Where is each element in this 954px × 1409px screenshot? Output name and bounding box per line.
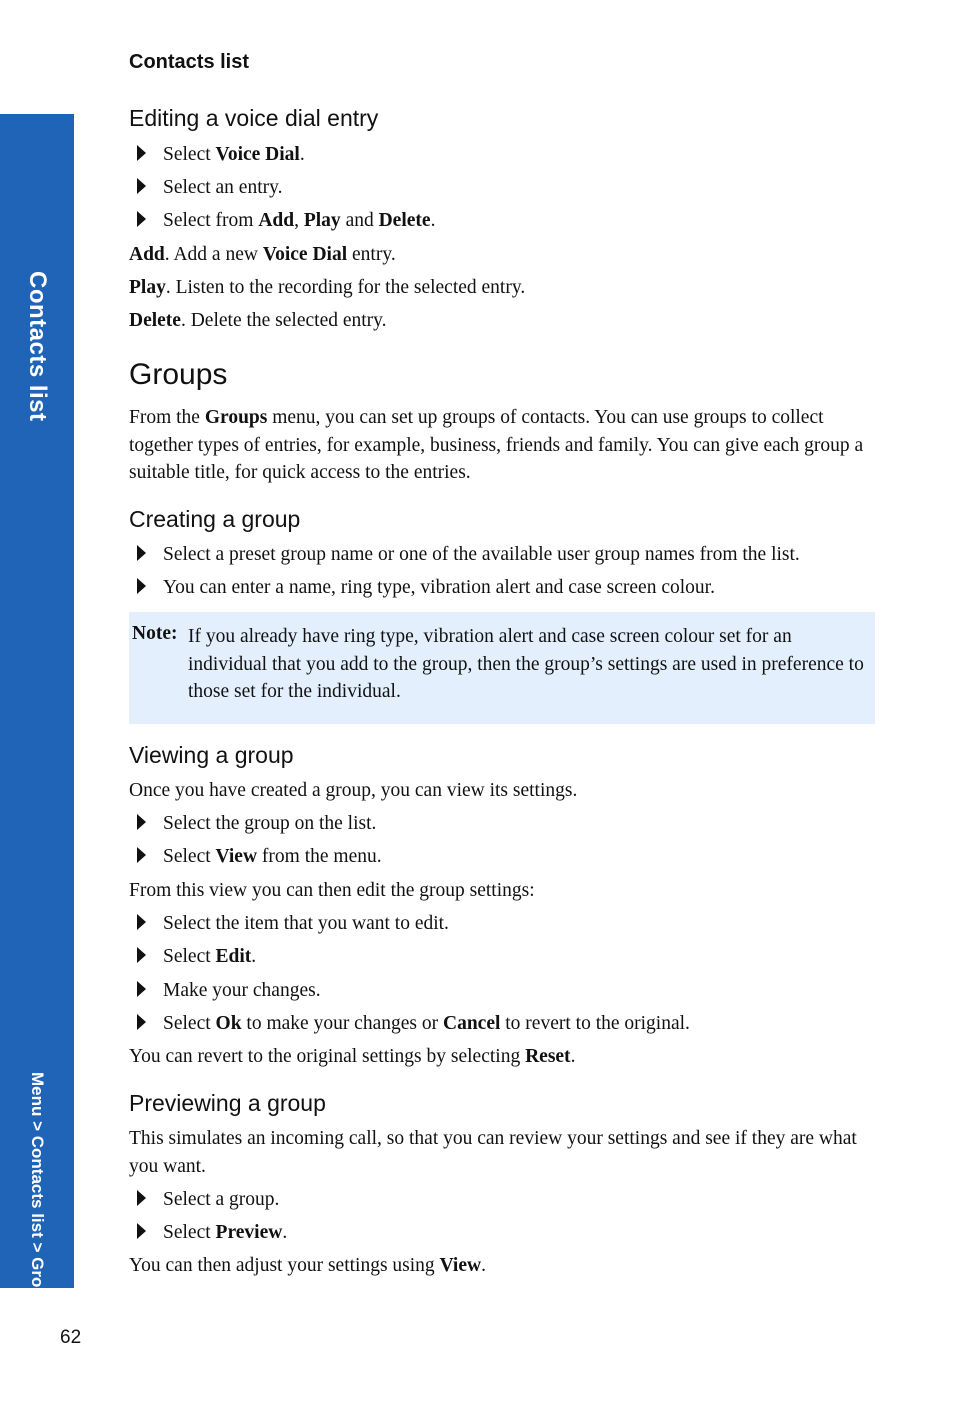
bullet-arrow-icon — [137, 545, 146, 561]
previewing-intro: This simulates an incoming call, so that you can review your settings and see if they are what you want. — [129, 1128, 857, 1177]
definition-play: Play. Listen to the recording for the selected entry. — [129, 277, 526, 298]
note-box — [129, 612, 875, 724]
bullet-arrow-icon — [137, 847, 146, 863]
bullet-arrow-icon — [137, 145, 146, 161]
step-item: Select Voice Dial. — [137, 141, 305, 168]
page-number: 62 — [60, 1327, 82, 1348]
step-item: Select a group. — [137, 1186, 279, 1213]
step-item: Select a preset group name or one of the available user group names from the list. — [137, 541, 800, 568]
running-header: Contacts list — [129, 51, 250, 73]
viewing-outro: You can revert to the original settings by selecting Reset. — [129, 1046, 576, 1067]
heading-editing-voice-dial: Editing a voice dial entry — [129, 105, 379, 131]
bullet-arrow-icon — [137, 1014, 146, 1030]
bullet-arrow-icon — [137, 981, 146, 997]
step-item: Select Preview. — [137, 1219, 287, 1246]
bullet-arrow-icon — [137, 914, 146, 930]
step-item: You can enter a name, ring type, vibration alert and case screen colour. — [137, 574, 715, 601]
step-item: Select from Add, Play and Delete. — [137, 207, 435, 234]
heading-viewing-group: Viewing a group — [129, 742, 294, 768]
bullet-arrow-icon — [137, 1223, 146, 1239]
viewing-middle: From this view you can then edit the group settings: — [129, 880, 535, 901]
step-item: Select Ok to make your changes or Cancel to revert to the original. — [137, 1010, 690, 1037]
definition-add: Add. Add a new Voice Dial entry. — [129, 244, 396, 265]
step-item: Make your changes. — [137, 977, 321, 1004]
step-item: Select Edit. — [137, 943, 256, 970]
step-item: Select the item that you want to edit. — [137, 910, 449, 937]
previewing-outro: You can then adjust your settings using View. — [129, 1255, 486, 1276]
note-label: Note: — [132, 623, 178, 644]
bullet-arrow-icon — [137, 947, 146, 963]
bullet-arrow-icon — [137, 814, 146, 830]
section-breadcrumb: Menu > Contacts list > Groups — [28, 1072, 47, 1318]
viewing-intro: Once you have created a group, you can view its settings. — [129, 780, 578, 801]
step-item: Select an entry. — [137, 174, 282, 201]
step-item: Select View from the menu. — [137, 843, 382, 870]
heading-creating-group: Creating a group — [129, 506, 301, 532]
chapter-tab — [0, 114, 74, 1318]
heading-groups: Groups — [129, 358, 228, 391]
bullet-arrow-icon — [137, 211, 146, 227]
heading-previewing-group: Previewing a group — [129, 1090, 326, 1116]
bullet-arrow-icon — [137, 1190, 146, 1206]
groups-intro: From the Groups menu, you can set up groups of contacts. You can use groups to collect together types of entries, for example, business, friends and family. You can give each group a suitable title, for quick access to the entries. — [129, 407, 864, 483]
bullet-arrow-icon — [137, 578, 146, 594]
note-text: If you already have ring type, vibration alert and case screen colour set for an individual that you add to the group, then the group’s settings are used in preference to those set for the individual. — [188, 626, 864, 702]
step-item: Select the group on the list. — [137, 810, 376, 837]
bullet-arrow-icon — [137, 178, 146, 194]
chapter-title: Contacts list — [24, 271, 51, 422]
definition-delete: Delete. Delete the selected entry. — [129, 310, 387, 331]
